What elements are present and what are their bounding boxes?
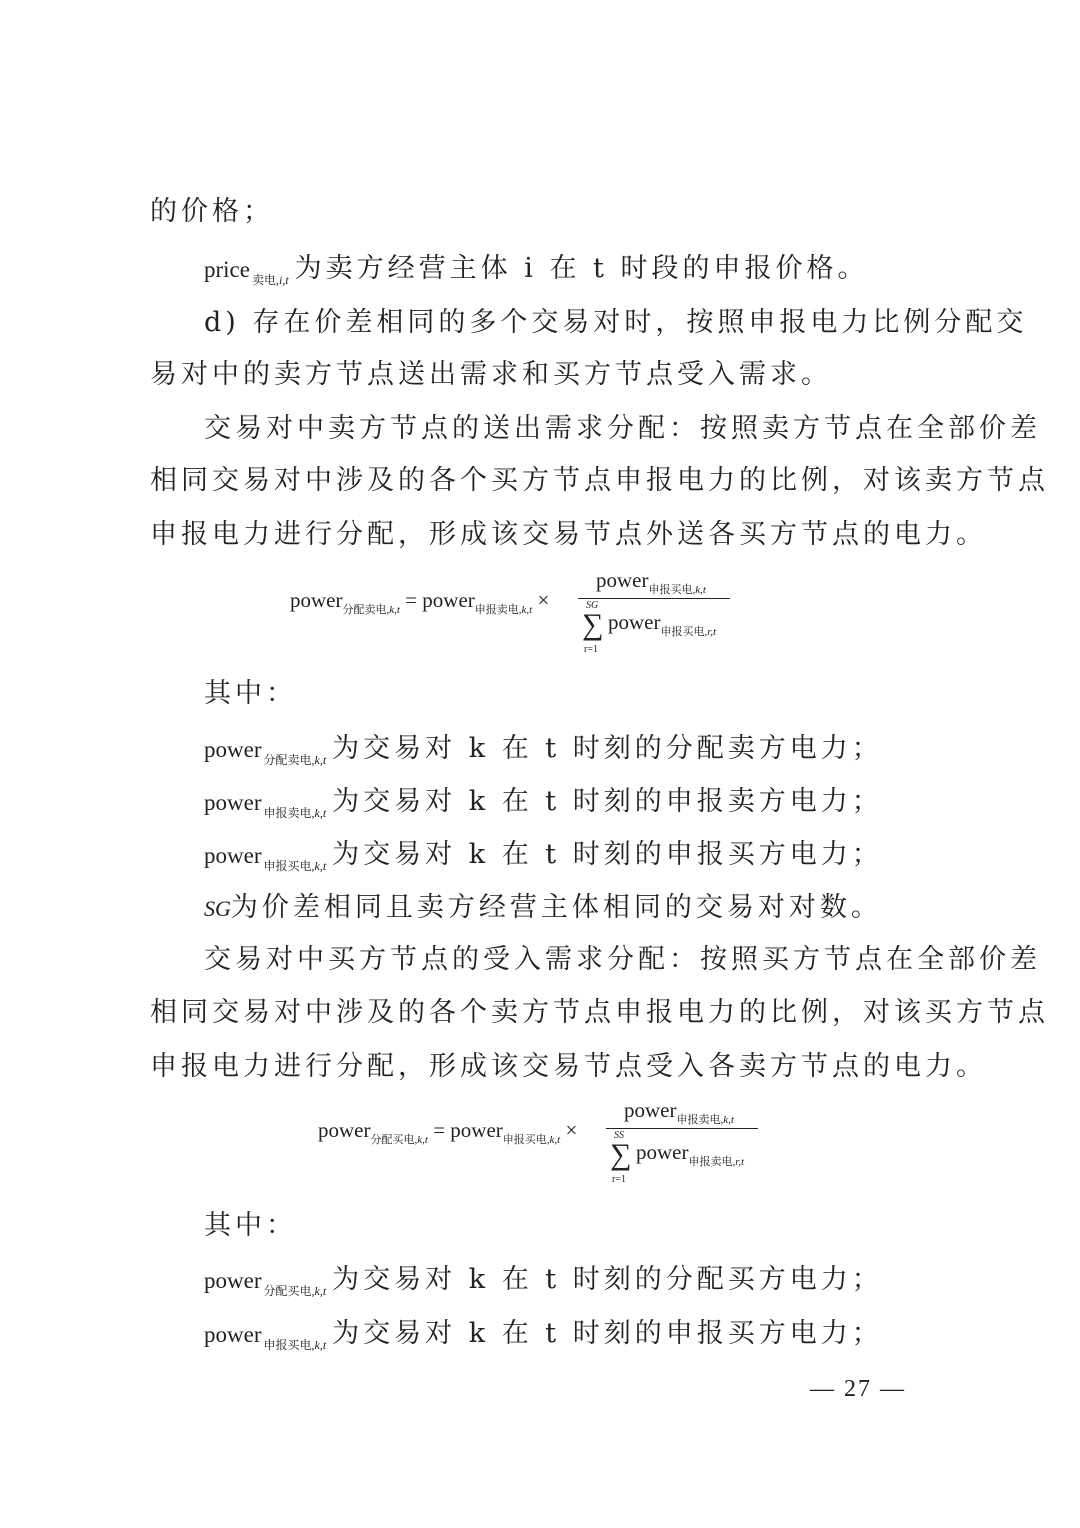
text-line: 交易对中买方节点的受入需求分配：按照买方节点在全部价差 <box>204 944 1041 975</box>
definition-line: power $_{申报买电,k,t}$ 为交易对 k 在 t 时刻的申报买方电力； <box>204 1318 883 1352</box>
formula-main: power$_{分配买电,k,t}$ = power$_{申报买电,k,t}$ × <box>318 1118 578 1146</box>
text-line: 申报电力进行分配，形成该交易节点外送各买方节点的电力。 <box>150 519 987 550</box>
text-line: 相同交易对中涉及的各个卖方节点申报电力的比例，对该买方节点 <box>150 997 1049 1028</box>
text-line: 易对中的卖方节点送出需求和买方节点受入需求。 <box>150 359 832 390</box>
sum-symbol: ∑ <box>582 608 604 641</box>
definition-price <box>204 251 940 291</box>
fraction-numerator: power$_{申报买电,k,t}$ <box>596 568 706 596</box>
page-number: — 27 — <box>810 1376 906 1402</box>
text-line: 申报电力进行分配，形成该交易节点受入各卖方节点的电力。 <box>150 1051 987 1082</box>
formula-seller-allocation: power$_{分配卖电,k,t}$ = power$_{申报卖电,k,t}$ × power$_{申报买电,k,t}$ SG ∑ r=1 power$_{申报买电,r,t}$ <box>290 568 750 660</box>
sum-lower-limit: r=1 <box>584 644 598 655</box>
fraction-bar <box>578 598 730 599</box>
definition-line: power $_{申报卖电,k,t}$ 为交易对 k 在 t 时刻的申报卖方电力； <box>204 786 883 820</box>
definition-line: power $_{分配买电,k,t}$ 为交易对 k 在 t 时刻的分配买方电力； <box>204 1264 883 1298</box>
definition-line: power $_{分配卖电,k,t}$ 为交易对 k 在 t 时刻的分配卖方电力； <box>204 733 883 767</box>
sum-upper-limit: SG <box>586 600 599 611</box>
formula-main: power$_{分配卖电,k,t}$ = power$_{申报卖电,k,t}$ × <box>290 588 550 616</box>
where-label: 其中： <box>204 1210 297 1241</box>
sum-symbol: ∑ <box>610 1138 632 1171</box>
formula-buyer-allocation: power$_{分配买电,k,t}$ = power$_{申报买电,k,t}$ × power$_{申报卖电,k,t}$ SS ∑ r=1 power$_{申报卖电,r,t}$ <box>318 1098 778 1190</box>
sum-lower-limit: r=1 <box>612 1174 626 1185</box>
definition-text: 为卖方经营主体 i 在 t 时段的申报价格。 <box>294 253 869 284</box>
fraction-numerator: power$_{申报卖电,k,t}$ <box>624 1098 734 1126</box>
definition-line: power $_{申报买电,k,t}$ 为交易对 k 在 t 时刻的申报买方电力； <box>204 839 883 873</box>
where-label: 其中： <box>204 678 297 709</box>
variable-name: price <box>204 257 250 282</box>
text-line: 交易对中卖方节点的送出需求分配：按照卖方节点在全部价差 <box>204 413 1041 444</box>
fraction-bar <box>606 1128 758 1129</box>
sum-upper-limit: SS <box>614 1130 624 1141</box>
definition-line: SG为价差相同且卖方经营主体相同的交易对对数。 <box>204 892 882 923</box>
variable-subscript: 卖电,i,t <box>251 273 289 287</box>
text-line: 的价格； <box>150 196 274 227</box>
text-line: d) 存在价差相同的多个交易对时，按照申报电力比例分配交 <box>204 307 1028 338</box>
text-line: 相同交易对中涉及的各个买方节点申报电力的比例，对该卖方节点 <box>150 465 1049 496</box>
